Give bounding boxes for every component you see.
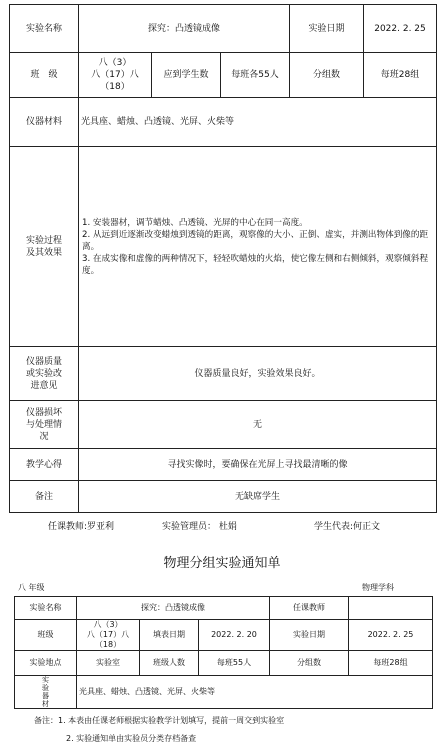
remarks-label: 备注 [10, 481, 79, 513]
expected-students: 每班各55人 [221, 53, 290, 98]
grade-label: 八 年级 [18, 583, 45, 592]
notice-materials: 光具座、蜡烛、凸透镜、光屏、火柴等 [77, 676, 433, 709]
manager-signature: 实验管理员： 杜娟 [162, 522, 237, 532]
student-rep-signature: 学生代表:何正文 [314, 522, 381, 532]
notice-teacher [349, 597, 433, 620]
damage-label-line: 况 [39, 431, 49, 442]
process-label-line: 实验过程 [25, 235, 62, 246]
expected-students-label: 应到学生数 [152, 53, 221, 98]
notice-fill-date-label: 填表日期 [140, 620, 199, 651]
notice-group-count: 每班28组 [349, 651, 433, 676]
class-line: （18） [100, 82, 130, 92]
notice-class-line: 八（3） [93, 620, 123, 629]
notice-date-label: 实验日期 [270, 620, 349, 651]
notice-materials-label-char: 器 [42, 692, 49, 700]
group-count: 每班28组 [364, 53, 437, 98]
notice-class-size-label: 班级人数 [140, 651, 199, 676]
damage-label [10, 401, 79, 449]
notice-class-size: 每班55人 [199, 651, 270, 676]
remarks: 无缺席学生 [79, 481, 437, 513]
notice-date: 2022. 2. 25 [349, 620, 433, 651]
class-value [79, 53, 152, 98]
notice-name-label: 实验名称 [15, 597, 77, 620]
teacher-signature: 任课教师:罗亚利 [48, 522, 115, 532]
notice-group-count-label: 分组数 [270, 651, 349, 676]
quality: 仪器质量良好，实验效果良好。 [79, 347, 437, 401]
notice-class-line: 八（17）八 [86, 630, 130, 639]
experiment-date: 2022. 2. 25 [364, 5, 437, 53]
group-count-label: 分组数 [290, 53, 364, 98]
process-label-line: 及其效果 [25, 247, 62, 258]
notice-class-line: （18） [94, 640, 122, 649]
materials-label: 仪器材料 [10, 98, 79, 147]
experiment-record-table [9, 4, 437, 513]
notice-class-value [77, 620, 140, 651]
quality-label [10, 347, 79, 401]
notice-location-label: 实验地点 [15, 651, 77, 676]
notice-title: 物理分组实验通知单 [163, 556, 281, 571]
damage-label-line: 仪器损坏 [25, 407, 62, 418]
class-line: 八（17）八 [91, 70, 139, 80]
reflection: 寻找实像时，要确保在光屏上寻找最清晰的像 [79, 449, 437, 481]
reflection-label: 教学心得 [10, 449, 79, 481]
subject-label: 物理学科 [362, 583, 394, 592]
notice-fill-date: 2022. 2. 20 [199, 620, 270, 651]
class-line: 八（3） [98, 58, 132, 68]
experiment-name-label: 实验名称 [10, 5, 79, 53]
quality-label-line: 进意见 [30, 380, 58, 391]
notice-materials-label [15, 676, 77, 709]
materials: 光具座、蜡烛、凸透镜、光屏、火柴等 [79, 98, 437, 147]
notice-class-label: 班级 [15, 620, 77, 651]
notice-note-2: 2. 实验通知单由实验员分类存档备查 [66, 734, 197, 743]
notice-materials-label-char: 验 [42, 684, 49, 692]
damage: 无 [79, 401, 437, 449]
damage-label-line: 与处理情 [25, 419, 62, 430]
notice-teacher-label: 任课教师 [270, 597, 349, 620]
notice-location: 实验室 [77, 651, 140, 676]
experiment-date-label: 实验日期 [290, 5, 364, 53]
notice-materials-label-char: 实 [42, 676, 49, 684]
experiment-name: 探究：凸透镜成像 [79, 5, 290, 53]
notice-materials-label-char: 材 [42, 700, 49, 708]
quality-label-line: 仪器质量 [25, 356, 62, 367]
process-label [10, 147, 79, 347]
class-label: 班 级 [10, 53, 79, 98]
notice-note-1: 备注：1. 本表由任课老师根据实验教学计划填写，提前一周交到实验室 [34, 716, 285, 725]
process-text: 1. 安装器材，调节蜡烛、凸透镜、光屏的中心在同一高度。 2. 从远到近逐渐改变蜡烛到透镜的距离，观察像的大小、正倒、虚实，并测出物体到像的距离。 3. 在成实像和虚像的两种情况下，轻轻吹蜡烛的火焰，使它像左侧和右侧倾斜，观察倾斜程度。 [79, 147, 437, 347]
notice-experiment-name: 探究：凸透镜成像 [77, 597, 270, 620]
quality-label-line: 或实验改 [25, 368, 62, 379]
experiment-notice-table [14, 596, 433, 709]
